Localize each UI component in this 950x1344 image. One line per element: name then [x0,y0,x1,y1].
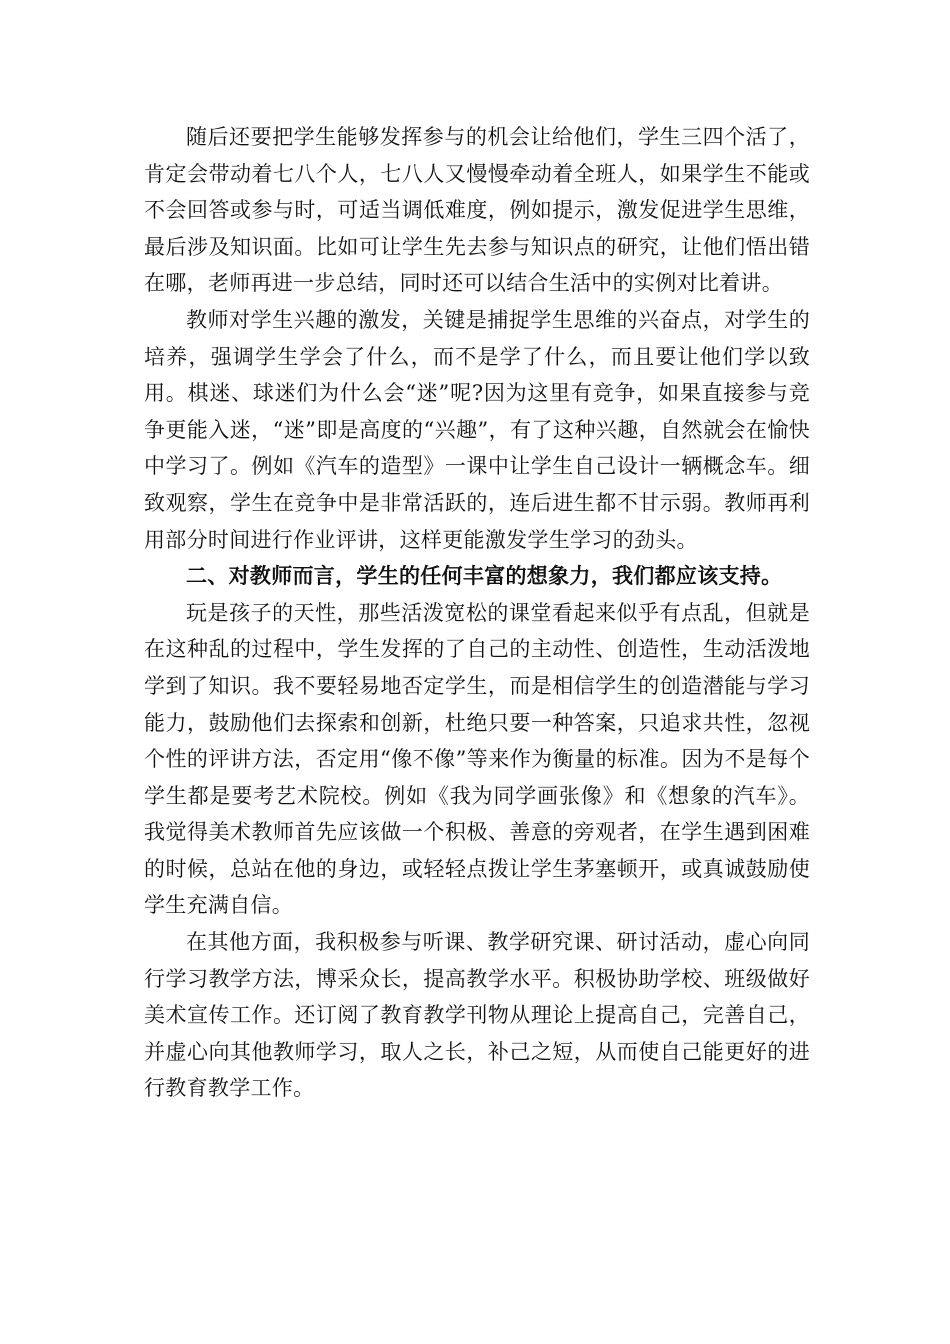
paragraph-participation: 随后还要把学生能够发挥参与的机会让给他们，学生三四个活了，肯定会带动着七八个人，七八人又慢慢牵动着全班人，如果学生不能或不会回答或参与时，可适当调低难度，例如提示，激发促进学生思维，最后涉及知识面。比如可让学生先去参与知识点的研究，让他们悟出错在哪，老师再进一步总结，同时还可以结合生活中的实例对比着讲。 [144,125,810,296]
paragraph-interest: 教师对学生兴趣的激发，关键是捕捉学生思维的兴奋点，对学生的培养，强调学生学会了什么，而不是学了什么，而且要让他们学以致用。棋迷、球迷们为什么会“迷”呢?因为这里有竞争，如果直接参与竞争更能入迷，“迷”即是高度的“兴趣”，有了这种兴趣，自然就会在愉快中学习了。例如《汽车的造型》一课中让学生自己设计一辆概念车。细致观察，学生在竞争中是非常活跃的，连后进生都不甘示弱。教师再利用部分时间进行作业评讲，这样更能激发学生学习的劲头。 [144,307,810,552]
paragraph-play: 玩是孩子的天性，那些活泼宽松的课堂看起来似乎有点乱，但就是在这种乱的过程中，学生发挥的了自己的主动性、创造性，生动活泼地学到了知识。我不要轻易地否定学生，而是相信学生的创造潜能与学习能力，鼓励他们去探索和创新，杜绝只要一种答案，只追求共性，忽视个性的评讲方法，否定用“像不像”等来作为衡量的标准。因为不是每个学生都是要考艺术院校。例如《我为同学画张像》和《想象的汽车》。我觉得美术教师首先应该做一个积极、善意的旁观者，在学生遇到困难的时候，总站在他的身边，或轻轻点拨让学生茅塞顿开，或真诚鼓励使学生充满自信。 [144,600,810,918]
document-body [144,119,810,1107]
section-heading-imagination: 二、对教师而言，学生的任何丰富的想象力，我们都应该支持。 [186,563,783,589]
paragraph-other-aspects: 在其他方面，我积极参与听课、教学研究课、研讨活动，虚心向同行学习教学方法，博采众长，提高教学水平。积极协助学校、班级做好美术宣传工作。还订阅了教育教学刊物从理论上提高自己，完善自己，并虚心向其他教师学习，取人之长，补己之短，从而使自己能更好的进行教育教学工作。 [144,930,810,1101]
